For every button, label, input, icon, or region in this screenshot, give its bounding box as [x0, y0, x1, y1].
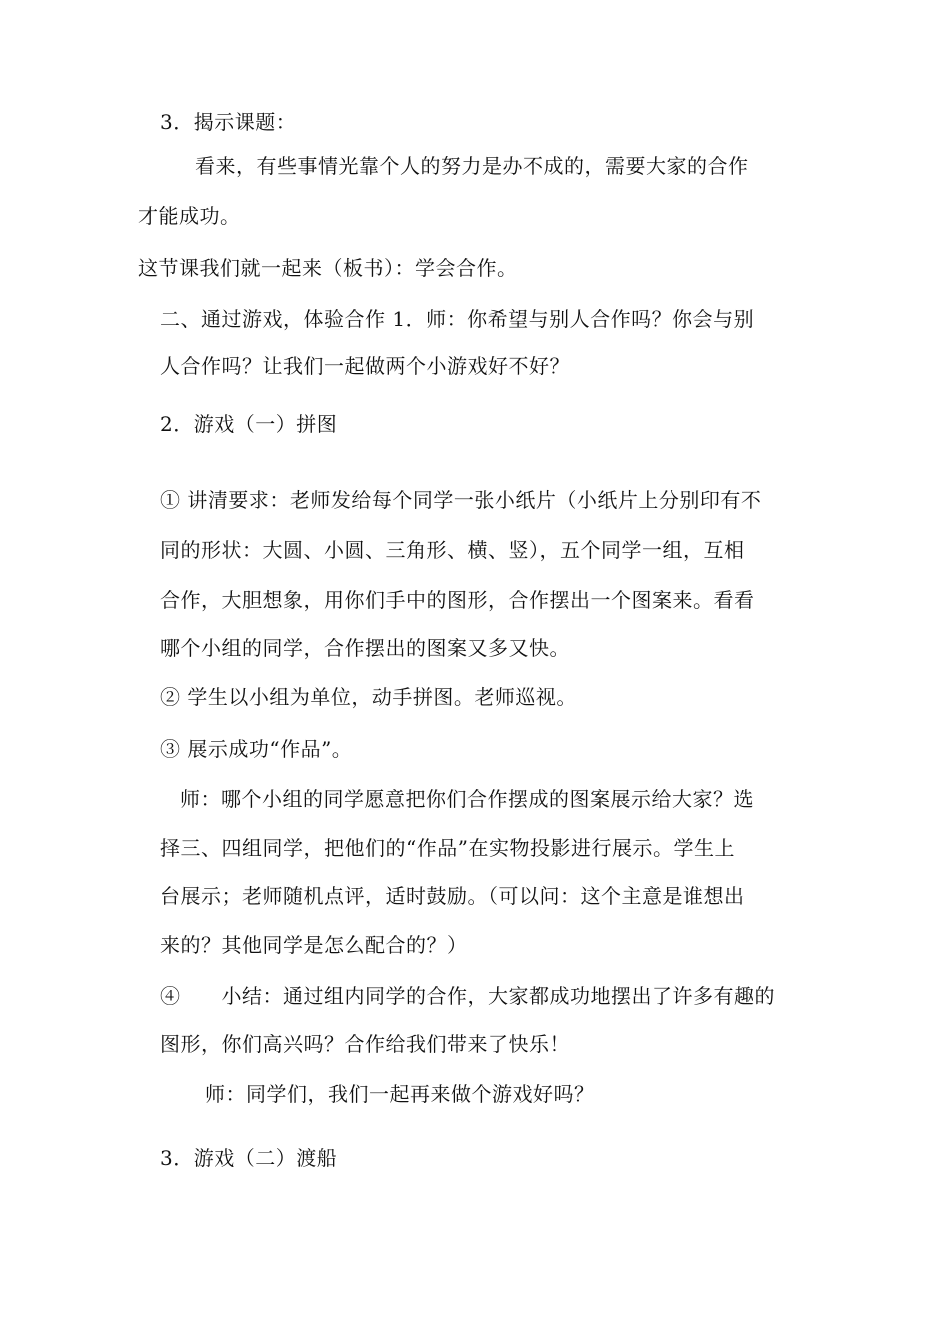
paragraph-line: 这节课我们就一起来（板书）：学会合作。	[138, 256, 518, 280]
paragraph-line: 师：哪个小组的同学愿意把你们合作摆成的图案展示给大家？选	[180, 787, 754, 811]
paragraph-line: 哪个小组的同学，合作摆出的图案又多又快。	[160, 636, 570, 660]
heading-game-two: 3．游戏（二）渡船	[160, 1146, 338, 1170]
paragraph-line: 师：同学们，我们一起再来做个游戏好吗？	[205, 1082, 595, 1106]
list-item-line: ② 学生以小组为单位，动手拼图。老师巡视。	[160, 685, 577, 709]
paragraph-line: 台展示；老师随机点评，适时鼓励。（可以问：这个主意是谁想出	[160, 884, 745, 908]
paragraph-line: 同的形状：大圆、小圆、三角形、横、竖），五个同学一组，互相	[160, 538, 745, 562]
list-item-line: ③ 展示成功“作品”。	[160, 737, 353, 761]
heading-game-one: 2．游戏（一）拼图	[160, 412, 338, 436]
paragraph-line: 图形，你们高兴吗？合作给我们带来了快乐！	[160, 1032, 570, 1056]
list-item-line: ④ 小结：通过组内同学的合作，大家都成功地摆出了许多有趣的	[160, 984, 775, 1008]
paragraph-line: 择三、四组同学，把他们的“作品”在实物投影进行展示。学生上	[160, 836, 735, 860]
paragraph-line: 来的？其他同学是怎么配合的？）	[160, 933, 468, 957]
paragraph-line: 人合作吗？让我们一起做两个小游戏好不好？	[160, 354, 570, 378]
section-heading-line: 二、通过游戏，体验合作 1．师：你希望与别人合作吗？你会与别	[160, 307, 755, 331]
paragraph-line: 才能成功。	[138, 204, 241, 228]
paragraph-line: 合作，大胆想象，用你们手中的图形，合作摆出一个图案来。看看	[160, 588, 755, 612]
list-item-line: ① 讲清要求：老师发给每个同学一张小纸片（小纸片上分别印有不	[160, 488, 762, 512]
paragraph-line: 看来，有些事情光靠个人的努力是办不成的，需要大家的合作	[195, 154, 749, 178]
heading-reveal-topic: 3．揭示课题：	[160, 110, 297, 134]
